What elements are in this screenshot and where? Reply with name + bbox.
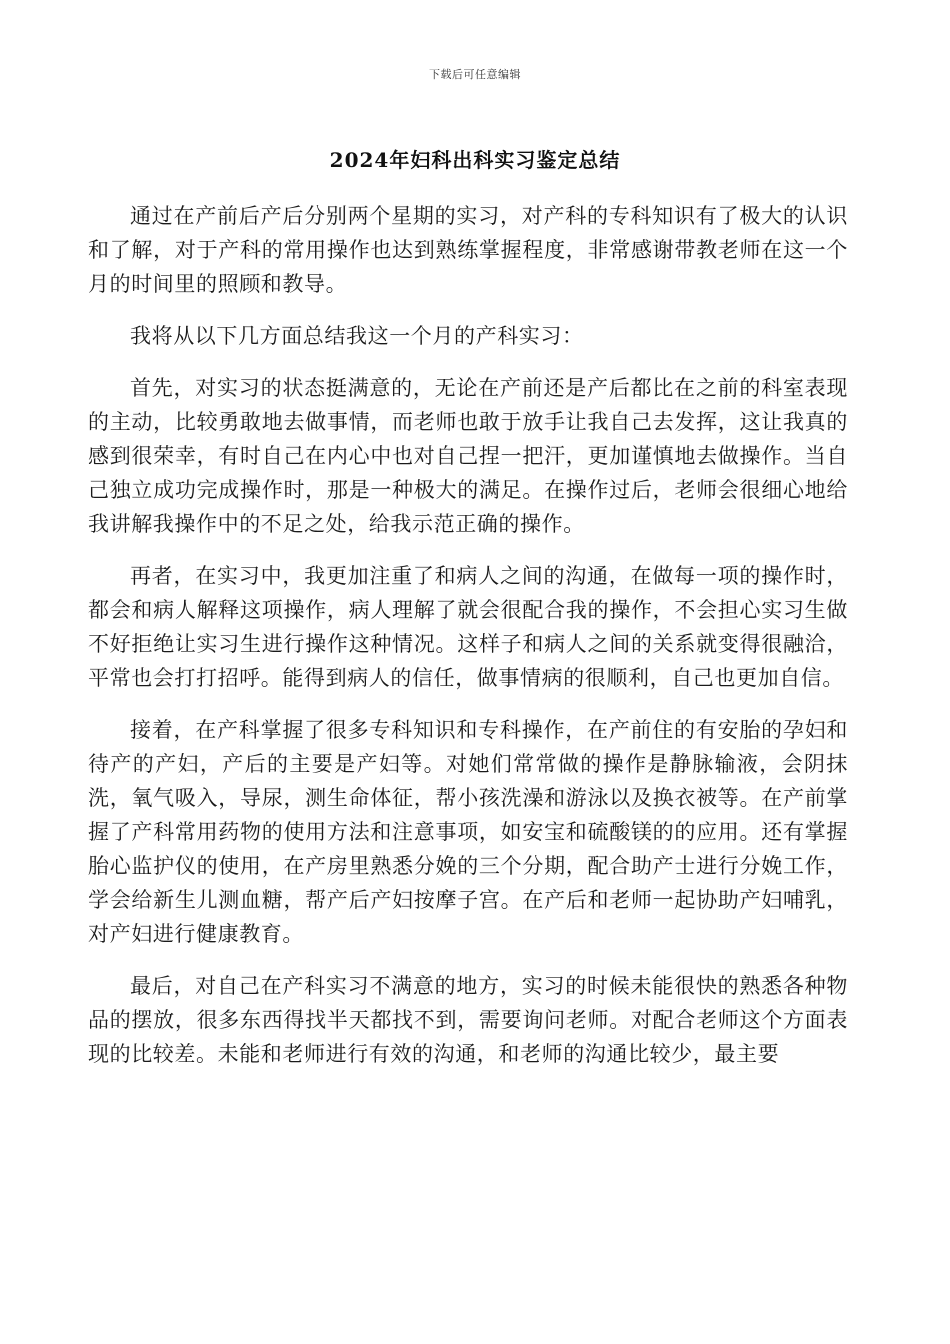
paragraph-first: 首先，对实习的状态挺满意的，无论在产前还是产后都比在之前的科室表现的主动，比较勇敢地去做事情，而老师也敢于放手让我自己去发挥，这让我真的感到很荣幸，有时自己在内心中也对自己捏一把汗，更加谨慎地去做操作。当自己独立成功完成操作时，那是一种极大的满足。在操作过后，老师会很细心地给我讲解我操作中的不足之处，给我示范正确的操作。 [88, 376, 848, 536]
paragraph-last: 最后，对自己在产科实习不满意的地方，实习的时候未能很快的熟悉各种物品的摆放，很多东西得找半天都找不到，需要询问老师。对配合老师这个方面表现的比较差。未能和老师进行有效的沟通，和老师的沟通比较少，最主要 [88, 974, 848, 1066]
header-note: 下载后可任意编辑 [429, 68, 521, 81]
document-body [88, 199, 848, 1089]
paragraph-intro: 通过在产前后产后分别两个星期的实习，对产科的专科知识有了极大的认识和了解，对于产科的常用操作也达到熟练掌握程度，非常感谢带教老师在这一个月的时间里的照顾和教导。 [88, 204, 848, 296]
document-title: 2024年妇科出科实习鉴定总结 [329, 148, 621, 172]
paragraph-third: 接着，在产科掌握了很多专科知识和专科操作，在产前住的有安胎的孕妇和待产的产妇，产后的主要是产妇等。对她们常常做的操作是静脉输液，会阴抹洗，氧气吸入，导尿，测生命体征，帮小孩洗澡和游泳以及换衣被等。在产前掌握了产科常用药物的使用方法和注意事项，如安宝和硫酸镁的的应用。还有掌握胎心监护仪的使用，在产房里熟悉分娩的三个分期，配合助产士进行分娩工作，学会给新生儿测血糖，帮产后产妇按摩子宫。在产后和老师一起协助产妇哺乳，对产妇进行健康教育。 [88, 718, 848, 946]
paragraph-second: 再者，在实习中，我更加注重了和病人之间的沟通，在做每一项的操作时，都会和病人解释这项操作，病人理解了就会很配合我的操作，不会担心实习生做不好拒绝让实习生进行操作这种情况。这样子和病人之间的关系就变得很融洽，平常也会打打招呼。能得到病人的信任，做事情病的很顺利，自己也更加自信。 [88, 564, 848, 690]
paragraph-outline: 我将从以下几方面总结我这一个月的产科实习： [130, 324, 584, 348]
